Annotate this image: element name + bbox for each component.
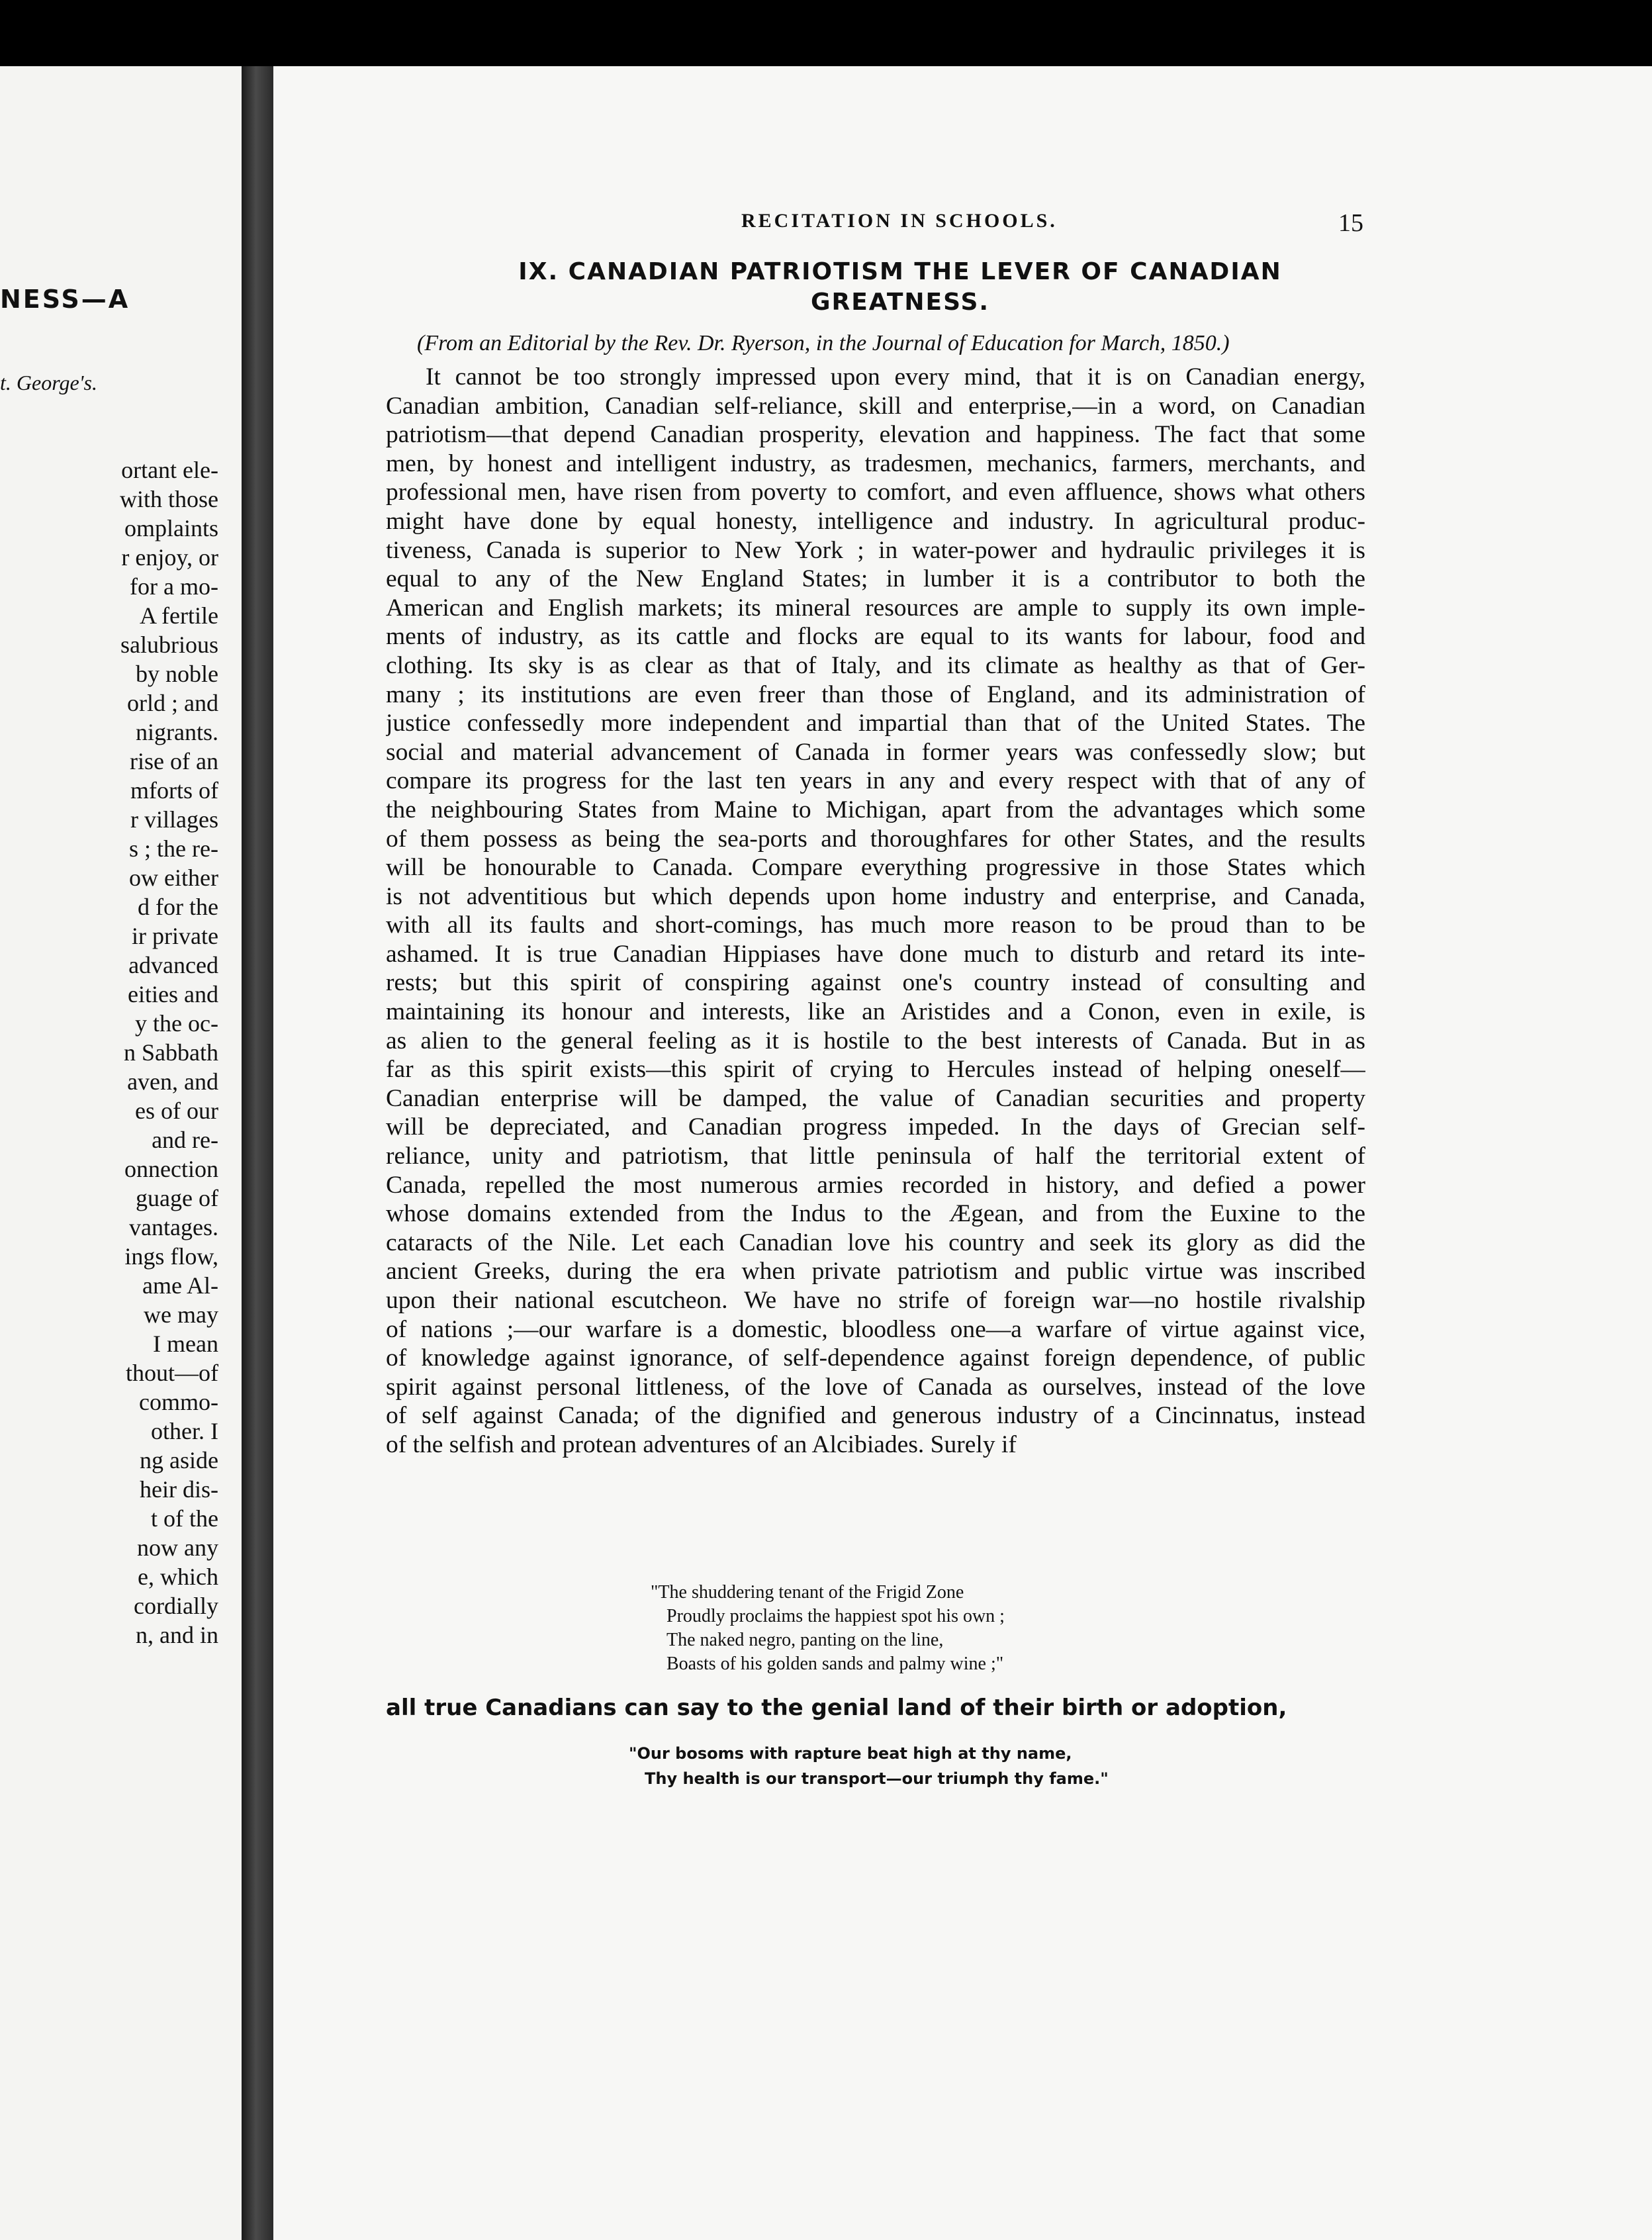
body-line: of them possess as being the sea-ports and thoroughfares for other States, and the results bbox=[386, 825, 1365, 853]
left-page-text bbox=[0, 455, 218, 1650]
body-line: social and material advancement of Canada in former years was confessedly slow; but bbox=[386, 738, 1365, 766]
article-title-line-2: GREATNESS. bbox=[810, 289, 990, 316]
body-line: whose domains extended from the Indus to the Ægean, and from the Euxine to the bbox=[386, 1200, 1365, 1228]
left-page-line: nigrants. bbox=[136, 719, 218, 745]
body-line: many ; its institutions are even freer than those of England, and its administration of bbox=[386, 680, 1365, 708]
left-page-line: ir private bbox=[132, 923, 218, 949]
left-page-line: es of our bbox=[135, 1097, 218, 1124]
left-page-line: A fertile bbox=[140, 602, 218, 629]
body-line: justice confessedly more independent and impartial than that of the United States. The bbox=[386, 710, 1365, 737]
body-line: maintaining its honour and interests, like an Aristides and a Conon, even in exile, is bbox=[386, 998, 1365, 1026]
left-page-line: s ; the re- bbox=[129, 835, 218, 862]
body-line: will be honourable to Canada. Compare everything progressive in those States which bbox=[386, 854, 1365, 882]
body-line: might have done by equal honesty, intelligence and industry. In agricultural produc- bbox=[386, 507, 1365, 535]
left-page-line: d for the bbox=[138, 894, 218, 920]
body-line: upon their national escutcheon. We have no strife of foreign war—no hostile rivalship bbox=[386, 1287, 1365, 1314]
body-line: of nations ;—our warfare is a domestic, bloodless one—a warfare of virtue against vice, bbox=[386, 1315, 1365, 1343]
left-page-line: onnection bbox=[124, 1156, 218, 1182]
left-page-line: vantages. bbox=[129, 1214, 218, 1240]
body-line: compare its progress for the last ten years in any and every respect with that of any of bbox=[386, 767, 1365, 795]
body-line: the neighbouring States from Maine to Michigan, apart from the advantages which some bbox=[386, 796, 1365, 823]
left-page-line: now any bbox=[137, 1534, 218, 1561]
body-line: cataracts of the Nile. Let each Canadian love his country and seek its glory as did the bbox=[386, 1229, 1365, 1256]
left-page-line: eities and bbox=[128, 981, 218, 1007]
left-page-line: heir dis- bbox=[140, 1476, 218, 1503]
body-line: professional men, have risen from poverty to comfort, and even affluence, shows what others bbox=[386, 479, 1365, 506]
left-page-subheading: t. George's. bbox=[0, 371, 97, 395]
left-page-line: r villages bbox=[130, 806, 218, 833]
left-page-line: t of the bbox=[151, 1505, 218, 1532]
body-line: ashamed. It is true Canadian Hippiases have done much to disturb and retard its inte- bbox=[386, 940, 1365, 968]
left-page-line: omplaints bbox=[124, 515, 218, 541]
poem-quote-2 bbox=[629, 1741, 1109, 1791]
left-page-line: guage of bbox=[136, 1185, 218, 1211]
left-page-line: n Sabbath bbox=[124, 1039, 218, 1066]
left-page-line: cordially bbox=[134, 1593, 218, 1619]
poem-line: Boasts of his golden sands and palmy wine ;" bbox=[666, 1654, 1004, 1674]
body-line: ancient Greeks, during the era when private patriotism and public virtue was inscribed bbox=[386, 1258, 1365, 1285]
poem-line: "The shuddering tenant of the Frigid Zone bbox=[651, 1582, 964, 1603]
body-line: will be depreciated, and Canadian progress impeded. In the days of Grecian self- bbox=[386, 1113, 1365, 1141]
page-number: 15 bbox=[1338, 209, 1363, 237]
poem-line: The naked negro, panting on the line, bbox=[666, 1630, 944, 1650]
body-line: is not adventitious but which depends upon home industry and enterprise, and Canada, bbox=[386, 882, 1365, 910]
left-page-line: commo- bbox=[139, 1389, 218, 1415]
poem-line: "Our bosoms with rapture beat high at thy name, bbox=[629, 1744, 1072, 1763]
body-line: clothing. Its sky is as clear as that of Italy, and its climate as healthy as that of Ger- bbox=[386, 651, 1365, 679]
left-page-line: e, which bbox=[138, 1563, 218, 1590]
body-line: Canadian enterprise will be damped, the value of Canadian securities and property bbox=[386, 1084, 1365, 1112]
body-line: of the selfish and protean adventures of an Alcibiades. Surely if bbox=[386, 1430, 1017, 1458]
left-page-line: I mean bbox=[153, 1330, 218, 1357]
body-line: Canada, repelled the most numerous armies recorded in history, and defied a power bbox=[386, 1171, 1365, 1199]
left-page-line: rise of an bbox=[130, 748, 218, 774]
left-page-line: ow either bbox=[129, 864, 218, 891]
article-body bbox=[386, 363, 1365, 1460]
left-page-line: ng aside bbox=[140, 1447, 218, 1473]
left-page-heading: NESS—A bbox=[0, 285, 130, 314]
body-line: Canadian ambition, Canadian self-reliance, skill and enterprise,—in a word, on Canadian bbox=[386, 392, 1365, 420]
left-page-line: and re- bbox=[152, 1127, 218, 1153]
left-page-line: by noble bbox=[136, 661, 218, 687]
body-line: tiveness, Canada is superior to New York ; in water-power and hydraulic privileges it is bbox=[386, 536, 1365, 564]
article-title bbox=[483, 257, 1317, 318]
left-page-line: advanced bbox=[128, 952, 218, 978]
body-line: ments of industry, as its cattle and flocks are equal to its wants for labour, food and bbox=[386, 623, 1365, 651]
body-line: of self against Canada; of the dignified and generous industry of a Cincinnatus, instead bbox=[386, 1402, 1365, 1430]
poem-quote-1 bbox=[651, 1581, 1005, 1676]
left-page-line: other. I bbox=[151, 1418, 218, 1444]
left-page-line: ame Al- bbox=[142, 1272, 218, 1299]
left-page-line: thout—of bbox=[126, 1360, 218, 1386]
source-note: (From an Editorial by the Rev. Dr. Ryerson, in the Journal of Education for March, 1850.) bbox=[417, 331, 1230, 355]
body-line: far as this spirit exists—this spirit of crying to Hercules instead of helping oneself— bbox=[386, 1056, 1365, 1084]
body-line: reliance, unity and patriotism, that little peninsula of half the territorial extent of bbox=[386, 1143, 1365, 1170]
body-line: patriotism—that depend Canadian prosperity, elevation and happiness. The fact that some bbox=[386, 421, 1365, 449]
body-line: men, by honest and intelligent industry, as tradesmen, mechanics, farmers, merchants, and bbox=[386, 449, 1365, 477]
left-page-line: ings flow, bbox=[124, 1243, 218, 1270]
left-page-line: we may bbox=[144, 1301, 218, 1328]
body-line: with all its faults and short-comings, has much more reason to be proud than to be bbox=[386, 911, 1365, 939]
left-page-line: y the oc- bbox=[135, 1010, 218, 1037]
body-line: rests; but this spirit of conspiring against one's country instead of consulting and bbox=[386, 969, 1365, 997]
body-line: American and English markets; its mineral resources are ample to supply its own imple- bbox=[386, 594, 1365, 622]
body-line: as alien to the general feeling as it is hostile to the best interests of Canada. But in as bbox=[386, 1027, 1365, 1054]
left-page-line: with those bbox=[120, 486, 218, 512]
left-page-line: for a mo- bbox=[130, 573, 218, 600]
article-title-line-1: IX. CANADIAN PATRIOTISM THE LEVER OF CANADIAN bbox=[518, 258, 1282, 285]
left-page-line: mforts of bbox=[130, 777, 218, 804]
left-page-line: salubrious bbox=[120, 631, 218, 658]
body-line: It cannot be too strongly impressed upon every mind, that it is on Canadian energy, bbox=[426, 363, 1365, 391]
book-gutter bbox=[242, 66, 273, 2240]
left-page-line: ortant ele- bbox=[121, 457, 218, 483]
left-page-line: aven, and bbox=[127, 1068, 218, 1095]
poem-line: Thy health is our transport—our triumph thy fame." bbox=[645, 1769, 1109, 1788]
body-line: equal to any of the New England States; in lumber it is a contributor to both the bbox=[386, 565, 1365, 593]
left-page-line: r enjoy, or bbox=[121, 544, 218, 571]
left-page bbox=[0, 66, 242, 2240]
left-page-line: orld ; and bbox=[127, 690, 218, 716]
left-page-line: n, and in bbox=[136, 1622, 218, 1648]
body-line: spirit against personal littleness, of the love of Canada as ourselves, instead of the love bbox=[386, 1373, 1365, 1401]
intro-line: all true Canadians can say to the genial land of their birth or adoption, bbox=[386, 1695, 1287, 1721]
body-line: of knowledge against ignorance, of self-dependence against foreign dependence, of public bbox=[386, 1344, 1365, 1372]
poem-line: Proudly proclaims the happiest spot his own ; bbox=[666, 1606, 1005, 1626]
running-head: RECITATION IN SCHOOLS. bbox=[741, 210, 1058, 232]
